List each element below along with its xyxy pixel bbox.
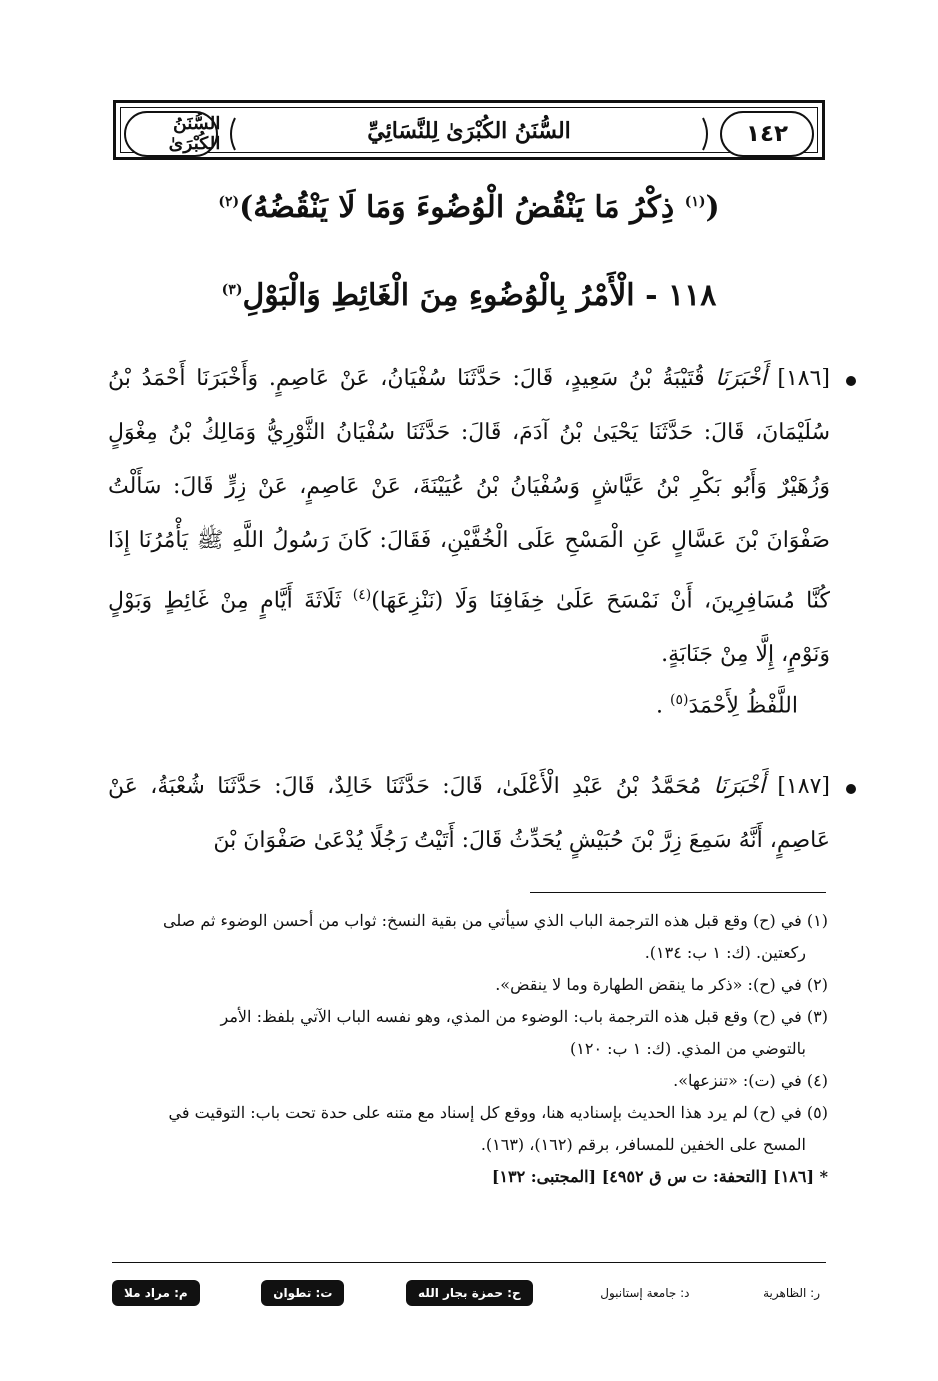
section-heading-text: ذِكْرُ مَا يَنْقُضُ الْوُضُوءَ وَمَا لَا يَنْقُضُهُ) bbox=[239, 190, 675, 225]
hadith-number: [١٨٦] bbox=[777, 366, 830, 391]
wording-note bbox=[140, 692, 798, 718]
manuscript-key bbox=[112, 1276, 826, 1310]
page-number: ١٤٢ bbox=[745, 121, 789, 147]
footnote-1-cont: ركعتين. (ك: ١ ب: ١٣٤). bbox=[644, 943, 806, 962]
page-header bbox=[113, 100, 825, 160]
footnote-4: (٤) في (ت): «تنزعها». bbox=[673, 1071, 828, 1090]
hadith-186 bbox=[108, 352, 830, 682]
header-ornament-left bbox=[225, 116, 237, 152]
footnote-ref-3: (٣) bbox=[221, 282, 243, 298]
footnote-separator bbox=[530, 892, 826, 893]
page-number-cartouche bbox=[720, 111, 814, 157]
running-title: السُّنَنُ الكُبْرَىٰ لِلنَّسَائِيِّ bbox=[367, 118, 571, 144]
footnote-5-cont: المسح على الخفين للمسافر، برقم (١٦٢)، (١٦٣). bbox=[480, 1135, 806, 1154]
manuscript-badge-h: ح: حمزة بجار الله bbox=[406, 1280, 533, 1306]
book-seal bbox=[124, 111, 221, 157]
footnote-5: (٥) في (ح) لم يرد هذا الحديث بإسناديه هنا، ووقع كل إسناد مع متنه على حدة تحت باب: التوقيت في bbox=[168, 1103, 828, 1122]
akhbarana-word: أَخْبَرَنَا bbox=[715, 366, 767, 391]
hadith-number: [١٨٧] bbox=[777, 774, 830, 799]
footer-separator bbox=[112, 1262, 826, 1263]
hadith-187 bbox=[108, 760, 830, 868]
bullet-icon bbox=[846, 376, 856, 386]
wording-note-text: اللَّفْظُ لِأَحْمَدَ bbox=[688, 693, 798, 719]
section-heading bbox=[110, 190, 828, 225]
bullet-icon bbox=[846, 784, 856, 794]
manuscript-badge-m: م: مراد ملا bbox=[112, 1280, 200, 1306]
manuscript-badge-t: ت: تطوان bbox=[261, 1280, 344, 1306]
seal-text: السُّنَنُ الكُبْرَىٰ bbox=[168, 114, 221, 154]
footnote-1: (١) في (ح) وقع قبل هذه الترجمة الباب الذي سيأتي من بقية النسخ: ثواب من أحسن الوضوء ثم صلى bbox=[163, 911, 828, 930]
hadith-text: قُتَيْبَةُ بْنُ سَعِيدٍ، قَالَ: حَدَّثَنَا سُفْيَانُ، عَنْ عَاصِمٍ. وَأَخْبَرَنَا أَحْمَدُ بْنُ سُلَيْمَانَ، قَالَ: حَدَّثَنَا يَحْيَىٰ بْنُ آدَمَ، قَالَ: حَدَّثَنَا سُفْيَانُ الثَّوْرِيُّ وَمَالِكُ بْنُ مِغْوَلٍ وَزُهَيْرٌ وَأَبُو بَكْرِ بْنُ عَيَّاشٍ وَسُفْيَانُ بْنُ عُيَيْنَةَ، عَنْ عَاصِمٍ، عَنْ زِرٍّ قَالَ: سَأَلْتُ صَفْوَانَ بْنَ عَسَّالٍ عَنِ الْمَسْحِ عَلَى الْخُفَّيْنِ، فَقَالَ: كَانَ رَسُولُ اللَّهِ ﷺ يَأْمُرُنَا إِذَا كُنَّا مُسَافِرِينَ، أَنْ نَمْسَحَ عَلَىٰ خِفَافِنَا وَلَا (نَنْزِعَهَا) bbox=[108, 366, 830, 614]
footnote-2: (٢) في (ح): «ذكر ما ينقض الطهارة وما لا ينقض». bbox=[495, 975, 828, 994]
takhrij-line: * [١٨٦] [التحفة: ت س ق ٤٩٥٢] [المجتبى: ١٣٢] bbox=[491, 1167, 828, 1186]
header-frame bbox=[120, 107, 818, 153]
header-ornament-right bbox=[701, 116, 713, 152]
akhbarana-word: أَخْبَرَنَا bbox=[713, 774, 765, 799]
footnote-3: (٣) في (ح) وقع قبل هذه الترجمة باب: الوضوء من المذي، وهو نفسه الباب الآتي بلفظ: الأمر bbox=[220, 1007, 828, 1026]
footnote-ref-1: (١) bbox=[684, 194, 706, 210]
hadith-text: مُحَمَّدُ بْنُ عَبْدِ الْأَعْلَىٰ، قَالَ: حَدَّثَنَا خَالِدٌ، قَالَ: حَدَّثَنَا شُعْبَةُ، عَنْ عَاصِمٍ، أَنَّهُ سَمِعَ زِرَّ بْنَ حُبَيْشٍ يُحَدِّثُ قَالَ: أَتَيْتُ رَجُلًا يُدْعَىٰ صَفْوَانَ بْنَ bbox=[108, 774, 830, 853]
section-heading-open: ( bbox=[705, 190, 720, 225]
footnotes bbox=[110, 905, 828, 1193]
chapter-heading bbox=[110, 278, 828, 313]
footnote-ref-5: (٥) bbox=[670, 692, 689, 708]
footnote-3-cont: بالتوضي من المذي. (ك: ١ ب: ١٢٠) bbox=[570, 1039, 806, 1058]
manuscript-label-d: د: جامعة إستانبول bbox=[600, 1286, 690, 1300]
wording-note-end: . bbox=[656, 693, 663, 719]
footnote-ref-4: (٤) bbox=[352, 587, 372, 603]
footnote-ref-2: (٢) bbox=[218, 194, 240, 210]
manuscript-label-r: ر: الظاهرية bbox=[763, 1286, 820, 1300]
chapter-heading-text: ١١٨ - الْأَمْرُ بِالْوُضُوءِ مِنَ الْغَائِطِ وَالْبَوْلِ bbox=[242, 278, 717, 313]
hadith-text-cont: ثَلَاثَةَ أَيَّامٍ مِنْ غَائِطٍ وَبَوْلٍ وَنَوْمٍ، إِلَّا مِنْ جَنَابَةٍ. bbox=[108, 588, 830, 668]
